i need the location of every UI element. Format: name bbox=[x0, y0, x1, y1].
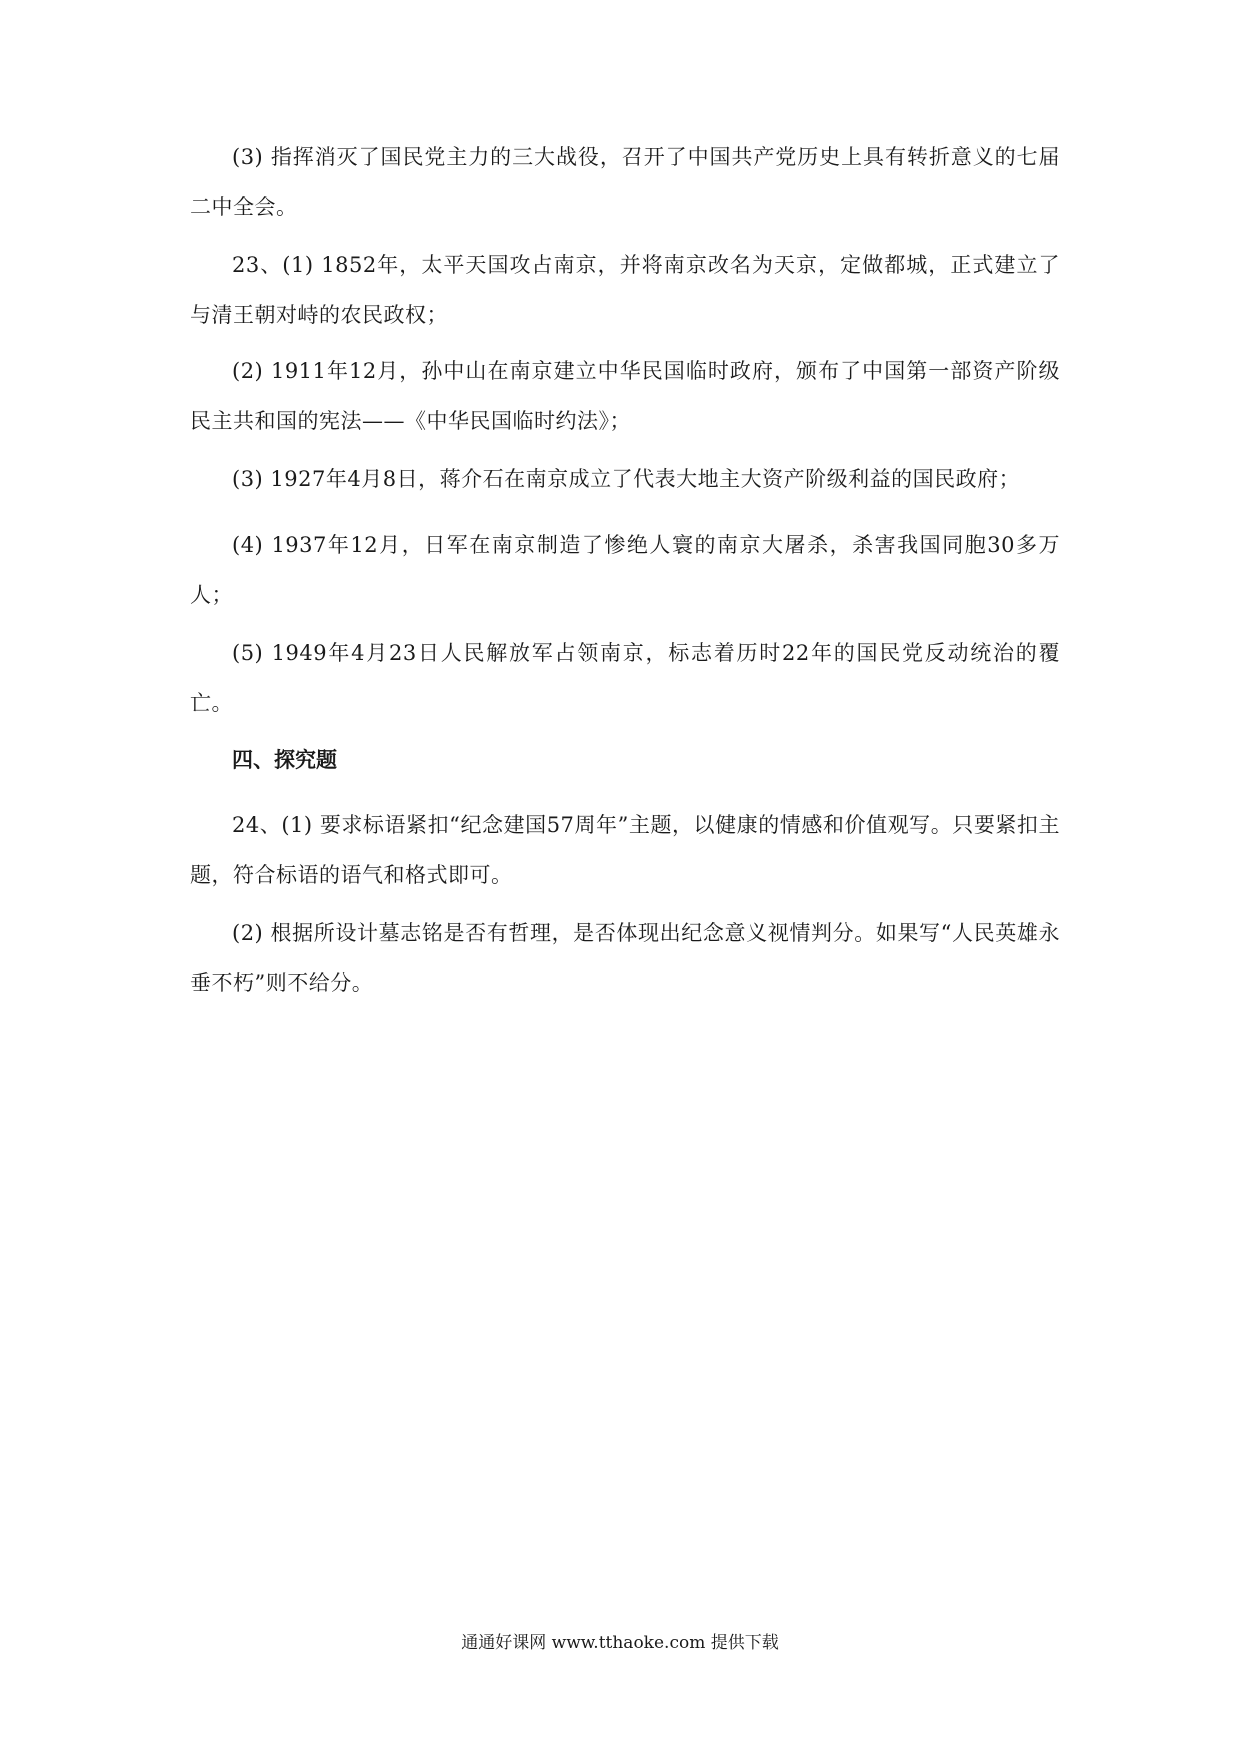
answer-23-part-5: (5) 1949年4月23日人民解放军占领南京，标志着历时22年的国民党反动统治的覆亡。 bbox=[190, 641, 1060, 715]
answer-23-part-1: 23、(1) 1852年，太平天国攻占南京，并将南京改名为天京，定做都城，正式建立了与清王朝对峙的农民政权； bbox=[190, 253, 1060, 327]
answer-22-part-3: (3) 指挥消灭了国民党主力的三大战役，召开了中国共产党历史上具有转折意义的七届二中全会。 bbox=[190, 145, 1060, 219]
answer-23-part-3: (3) 1927年4月8日，蒋介石在南京成立了代表大地主大资产阶级利益的国民政府； bbox=[232, 467, 1021, 491]
answer-23-part-4: (4) 1937年12月，日军在南京制造了惨绝人寰的南京大屠杀，杀害我国同胞30多万人； bbox=[190, 533, 1060, 607]
page-footer: 通通好课网 www.tthaoke.com 提供下载 bbox=[461, 1633, 779, 1653]
answer-24-part-2: (2) 根据所设计墓志铭是否有哲理，是否体现出纪念意义视情判分。如果写“人民英雄永垂不朽”则不给分。 bbox=[190, 921, 1060, 995]
section-heading: 四、探究题 bbox=[232, 748, 337, 772]
answer-24-part-1: 24、(1) 要求标语紧扣“纪念建国57周年”主题，以健康的情感和价值观写。只要紧扣主题，符合标语的语气和格式即可。 bbox=[190, 813, 1060, 887]
answer-23-part-2: (2) 1911年12月，孙中山在南京建立中华民国临时政府，颁布了中国第一部资产阶级民主共和国的宪法——《中华民国临时约法》； bbox=[190, 359, 1060, 433]
